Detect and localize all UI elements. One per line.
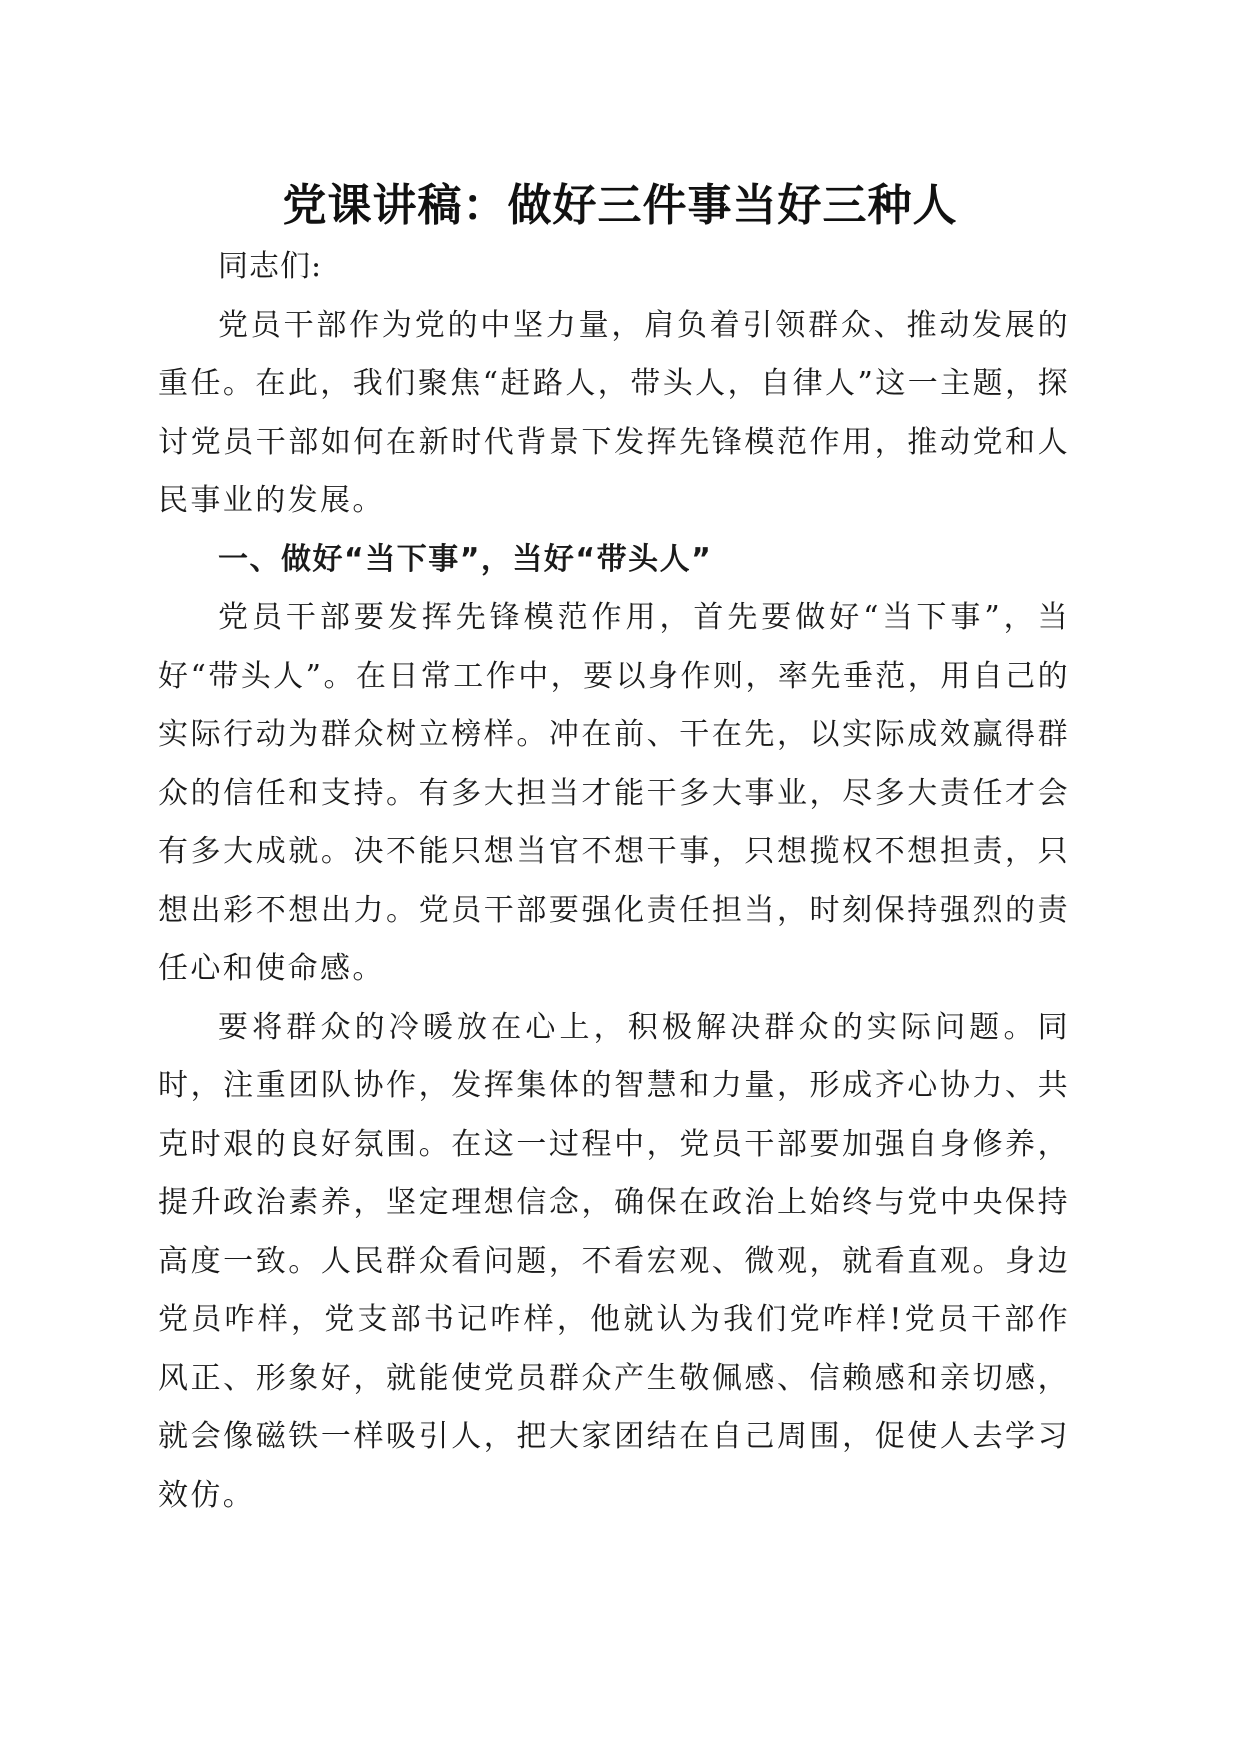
document-title: 党课讲稿：做好三件事当好三种人 bbox=[282, 180, 958, 231]
section1-paragraph-2: 要将群众的冷暖放在心上，积极解决群众的实际问题。同时，注重团队协作，发挥集体的智慧和力量，形成齐心协力、共克时艰的良好氛围。在这一过程中，党员干部要加强自身修养，提升政治素养，坚定理想信念，确保在政治上始终与党中央保持高度一致。人民群众看问题，不看宏观、微观，就看直观。身边党员咋样，党支部书记咋样，他就认为我们党咋样!党员干部作风正、形象好，就能使党员群众产生敬佩感、信赖感和亲切感，就会像磁铁一样吸引人，把大家团结在自己周围，促使人去学习效仿。 bbox=[158, 1009, 1070, 1513]
section-heading-1: 一、做好“当下事”，当好“带头人” bbox=[218, 541, 713, 577]
section1-paragraph-1: 党员干部要发挥先锋模范作用，首先要做好“当下事”，当好“带头人”。在日常工作中，要以身作则，率先垂范，用自己的实际行动为群众树立榜样。冲在前、干在先，以实际成效赢得群众的信任和支持。有多大担当才能干多大事业，尽多大责任才会有多大成就。决不能只想当官不想干事，只想揽权不想担责，只想出彩不想出力。党员干部要强化责任担当，时刻保持强烈的责任心和使命感。 bbox=[158, 600, 1070, 986]
intro-paragraph: 党员干部作为党的中坚力量，肩负着引领群众、推动发展的重任。在此，我们聚焦“赶路人，带头人，自律人”这一主题，探讨党员干部如何在新时代背景下发挥先锋模范作用，推动党和人民事业的发展。 bbox=[158, 307, 1070, 518]
document-body bbox=[158, 238, 1070, 1525]
salutation: 同志们: bbox=[218, 249, 323, 284]
